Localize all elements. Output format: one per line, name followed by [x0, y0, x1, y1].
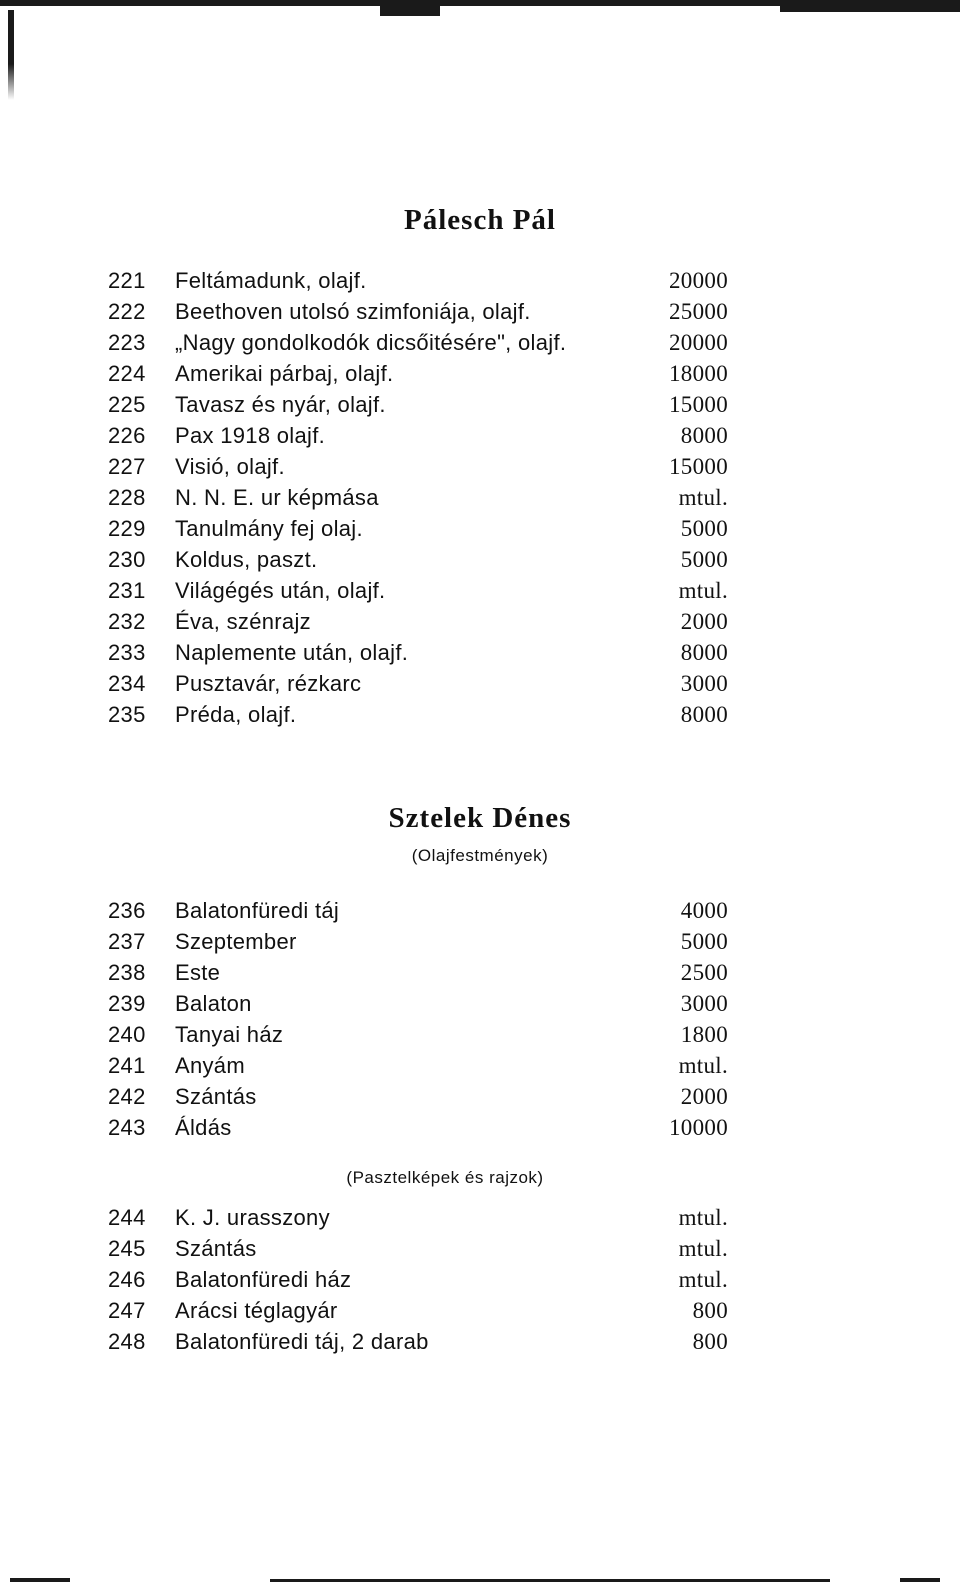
artwork-price: 5000 — [680, 547, 728, 572]
list-item — [108, 989, 728, 1019]
scan-edge-bottom — [0, 1572, 960, 1586]
list-item — [108, 1020, 728, 1050]
artwork-price: 5000 — [680, 929, 728, 954]
catalog-number: 246 — [108, 1267, 146, 1292]
artwork-price: 8000 — [680, 702, 728, 727]
list-item — [108, 297, 728, 327]
artwork-title: Anyám — [175, 1053, 245, 1078]
artwork-title: Szeptember — [175, 929, 297, 954]
artwork-price: 5000 — [680, 516, 728, 541]
artwork-price: 20000 — [669, 268, 728, 293]
scan-edge-top — [0, 0, 960, 22]
artwork-title: Naplemente után, olajf. — [175, 640, 409, 665]
list-item — [108, 607, 728, 637]
scan-streak — [900, 1578, 940, 1582]
artwork-price: mtul. — [678, 485, 728, 510]
list-item — [108, 896, 728, 926]
artwork-title: Arácsi téglagyár — [175, 1298, 338, 1323]
catalog-number: 248 — [108, 1329, 146, 1354]
catalog-number: 239 — [108, 991, 146, 1016]
artwork-price: 1800 — [680, 1022, 728, 1047]
list-item — [108, 638, 728, 668]
artwork-title: „Nagy gondolkodók dicsőitésére", olajf. — [175, 330, 567, 355]
list-item — [108, 669, 728, 699]
scan-streak — [780, 6, 960, 12]
artwork-price: 2500 — [680, 960, 728, 985]
catalog-number: 231 — [108, 578, 146, 603]
artwork-title: Áldás — [175, 1115, 232, 1140]
list-item — [108, 545, 728, 575]
artwork-price: 10000 — [669, 1115, 728, 1140]
catalog-number: 236 — [108, 898, 146, 923]
list-item — [108, 1082, 728, 1112]
artwork-title: Koldus, paszt. — [175, 547, 318, 572]
artwork-title: Feltámadunk, olajf. — [175, 268, 367, 293]
artwork-price: mtul. — [678, 1236, 728, 1261]
artist-heading: Sztelek Dénes — [388, 802, 572, 834]
catalog-number: 238 — [108, 960, 146, 985]
catalog-number: 227 — [108, 454, 146, 479]
artwork-title: N. N. E. ur képmása — [175, 485, 379, 510]
catalog-number: 230 — [108, 547, 146, 572]
list-item — [108, 1265, 728, 1295]
list-item — [108, 927, 728, 957]
list-item — [108, 1203, 728, 1233]
list-item — [108, 700, 728, 730]
artwork-title: Balatonfüredi táj, 2 darab — [175, 1329, 429, 1354]
artwork-title: Szántás — [175, 1236, 257, 1261]
catalog-number: 244 — [108, 1205, 146, 1230]
artwork-title: Tanyai ház — [175, 1022, 284, 1047]
list-item — [108, 390, 728, 420]
catalog-number: 242 — [108, 1084, 146, 1109]
list-item — [108, 452, 728, 482]
catalog-number: 232 — [108, 609, 146, 634]
artwork-price: 25000 — [669, 299, 728, 324]
artwork-price: mtul. — [678, 1267, 728, 1292]
artwork-price: 2000 — [680, 609, 728, 634]
scan-streak — [10, 1578, 70, 1582]
list-item — [108, 1327, 728, 1357]
catalog-number: 233 — [108, 640, 146, 665]
list-item — [108, 328, 728, 358]
list-item — [108, 514, 728, 544]
artist-heading: Pálesch Pál — [404, 204, 556, 236]
artwork-title: Tanulmány fej olaj. — [175, 516, 363, 541]
list-item — [108, 1234, 728, 1264]
artwork-price: 2000 — [680, 1084, 728, 1109]
list-item — [108, 1113, 728, 1143]
artwork-title: Este — [175, 960, 221, 985]
catalog-number: 221 — [108, 268, 146, 293]
artwork-price: 20000 — [669, 330, 728, 355]
artwork-price: 4000 — [680, 898, 728, 923]
scan-streak — [270, 1579, 830, 1582]
artwork-title: Pusztavár, rézkarc — [175, 671, 362, 696]
list-item — [108, 576, 728, 606]
artwork-title: K. J. urasszony — [175, 1205, 330, 1230]
artwork-title: Balatonfüredi táj — [175, 898, 340, 923]
artwork-price: 3000 — [680, 671, 728, 696]
artwork-price: 8000 — [680, 423, 728, 448]
artwork-title: Préda, olajf. — [175, 702, 297, 727]
artwork-title: Pax 1918 olajf. — [175, 423, 326, 448]
category-subheading: (Pasztelképek és rajzok) — [346, 1168, 544, 1187]
list-item — [108, 421, 728, 451]
list-item — [108, 1051, 728, 1081]
artwork-price: 3000 — [680, 991, 728, 1016]
artwork-title: Balaton — [175, 991, 252, 1016]
artwork-title: Amerikai párbaj, olajf. — [175, 361, 394, 386]
catalog-number: 228 — [108, 485, 146, 510]
catalog-number: 229 — [108, 516, 146, 541]
catalog-number: 225 — [108, 392, 146, 417]
artwork-title: Visió, olajf. — [175, 454, 285, 479]
list-item — [108, 483, 728, 513]
artwork-title: Éva, szénrajz — [175, 609, 311, 634]
scan-edge-left — [8, 10, 14, 100]
artwork-price: 8000 — [680, 640, 728, 665]
catalog-number: 234 — [108, 671, 146, 696]
catalog-number: 247 — [108, 1298, 146, 1323]
list-item — [108, 266, 728, 296]
artwork-title: Beethoven utolsó szimfoniája, olajf. — [175, 299, 531, 324]
artwork-price: 15000 — [669, 454, 728, 479]
artwork-title: Világégés után, olajf. — [175, 578, 386, 603]
artwork-price: 18000 — [669, 361, 728, 386]
artwork-price: mtul. — [678, 1053, 728, 1078]
catalog-number: 237 — [108, 929, 146, 954]
catalog-number: 240 — [108, 1022, 146, 1047]
catalog-number: 241 — [108, 1053, 146, 1078]
list-item — [108, 958, 728, 988]
list-item — [108, 359, 728, 389]
artwork-title: Balatonfüredi ház — [175, 1267, 352, 1292]
catalog-number: 226 — [108, 423, 146, 448]
category-subheading: (Olajfestmények) — [411, 846, 549, 865]
artwork-title: Tavasz és nyár, olajf. — [175, 392, 386, 417]
scan-streak — [380, 6, 440, 16]
artwork-price: mtul. — [678, 578, 728, 603]
catalog-number: 235 — [108, 702, 146, 727]
catalog-number: 222 — [108, 299, 146, 324]
artwork-price: mtul. — [678, 1205, 728, 1230]
catalog-number: 243 — [108, 1115, 146, 1140]
catalog-number: 245 — [108, 1236, 146, 1261]
catalog-number: 223 — [108, 330, 146, 355]
artwork-title: Szántás — [175, 1084, 257, 1109]
artwork-price: 800 — [692, 1329, 728, 1354]
catalog-number: 224 — [108, 361, 146, 386]
artwork-price: 800 — [692, 1298, 728, 1323]
artwork-price: 15000 — [669, 392, 728, 417]
list-item — [108, 1296, 728, 1326]
